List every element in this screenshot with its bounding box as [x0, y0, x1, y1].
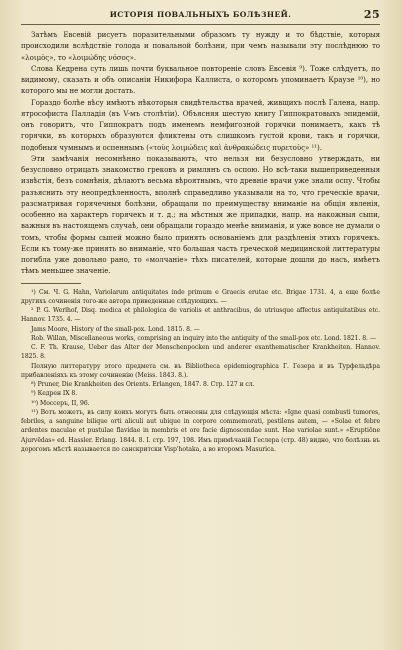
running-head-title: ИСТОРІЯ ПОВАЛЬНЫХЪ БОЛѢЗНЕЙ.	[109, 10, 292, 19]
running-head	[21, 6, 380, 25]
paragraph: Слова Кедрена суть лишь почти буквальное повтореніе словъ Евсевія ⁹). Тоже слѣдуетъ, по видимому, сказать и объ описаніи Никифора Каллиста, о которомъ упоминаетъ Краузе ¹⁰), но которого мы не могли достать.	[21, 63, 380, 96]
footnote: ² P. G. Werlhof, Disq. medica et philologica de variolis et anthracibus, de utriusque affectus antiquitatibus etc. Hannov. 1735. 4. —	[21, 307, 380, 324]
footnote: ⁸) Pruner, Die Krankheiten des Orients. Erlangen, 1847. 8. Стр. 127 и сл.	[31, 381, 255, 388]
footnote: Jams Moore, History of the small-pox. Lond. 1815. 8. —	[31, 325, 200, 333]
paragraph: Затѣмъ Евсевій рисуетъ поразительными образомъ ту нужду и то бѣдствіе, которыя происходили вслѣдствіе голода и повальной болѣзни, при чемъ называли эту послѣднюю то «λοιμὸς», то «λοιμώδης νόσος».	[21, 30, 380, 62]
paragraph: Эти замѣчанія несомнѣнно показываютъ, что нельзя ни безусловно утверждать, ни безусловно отрицать знакомство грековъ и римлянъ съ оспою. Но всѣ-таки вышеприведенныя извѣстія, безъ сомнѣнія, дѣлаютъ весьма вѣроятнымъ, что древніе врачи уже знали оспу. Чтобы разъяснить эту неопредѣленность, вполнѣ справедливо указывали на то, что греческіе врачи, разсматривая горячечныя болѣзни, обращали по преимуществу вниманіе на общія явленія, особенно на характеръ горячекъ и т. д.; на мѣстныя же припадки, напр. на накожныя сыпи, важныя въ настоящемъ случаѣ, они обращали гораздо менѣе вниманія, и уже вовсе не думали о томъ, чтобы формы сыпей можно было принять основаніемъ для раздѣленія этихъ горячекъ. Если къ тому-же принять во вниманіе, что большая часть греческой медицинской литтературы погибла уже довольно рано, то «молчаніе» тѣхъ писателей, которые дошли до насъ, имѣетъ тѣмъ меньшее значеніе.	[21, 153, 380, 276]
footnote: ¹¹) Вотъ можетъ, въ силу коихъ могутъ быть отнесены для слѣдующія мѣста: «Igne quasi combusti tumores, febriles, a sanguine bilique orti aliculi aut ubique in corpore commemorati, pestilens autem, — «Solae et febre ardentes maculae et pustulae flavidae in membris et ore facie dignoscendae sunt. Hae variolae sunt.» «Eruptiōne Ajurvēdas» ed. Hassler. Erlang. 1844. 8. I. стр. 197, 198. Имъ примѣчаній Геслера (стр. 48) видно, что болѣзнь въ дорогомъ мѣстѣ называется по санскритски Visp'hotaka, а во второмъ Masurica.	[21, 408, 380, 453]
footnotes	[21, 288, 380, 455]
footnote: ⁹) Кедрен IX 8.	[31, 390, 78, 398]
footnote: ¹⁰) Моссеръ, II, 96.	[31, 399, 90, 407]
footnote-divider	[21, 283, 81, 284]
footnote: Rob. Willan, Miscellaneous works, comprising an inquiry into the antiquity of the small-pox etc. Lond. 1821. 8. —	[31, 334, 376, 342]
body-text	[21, 29, 380, 277]
footnote: C. F. Th. Krause, Ueber das Alter der Menschenpocken und anderer exanthematischer Krankheiten. Hannov. 1825. 8.	[21, 344, 380, 361]
page-number: 25	[363, 8, 380, 21]
footnote: Полную литтературу этого предмета см. въ Bibliotheca epidemiographica Г. Гезера и въ Турфельдѣра прибавленіяхъ къ этому сочиненію (Meiss. 1843. 8.).	[21, 362, 380, 379]
paragraph: Гораздо болѣе вѣсу имѣютъ нѣкоторыя свидѣтельства врачей, живщихъ послѣ Галена, напр. ятрософиста Палладія (въ V-мъ столѣтіи). Объясняя шестую книгу Гиппократовыхъ эпидемій, онъ говоритъ, что Гиппократъ подъ именемъ немфигозной горячки понимаетъ, какъ тѣ горячки, въ которыхъ образуются фликтены отъ слишкомъ густой крови, такъ и горячки, подобныя чумнымъ и оспеннымъ («τοὺς λοιμώδεις καὶ ἀνθρακώδεις πυρετοὺς» ¹¹).	[21, 97, 380, 152]
footnote: ¹) См. Ч. G. Hahn, Variolarum antiquitates inde primum e Graecis erutae etc. Brigae 1731. 4, а еще болѣе другихъ сочиненія того-же автора приведенные слѣдующихъ. —	[21, 288, 380, 305]
